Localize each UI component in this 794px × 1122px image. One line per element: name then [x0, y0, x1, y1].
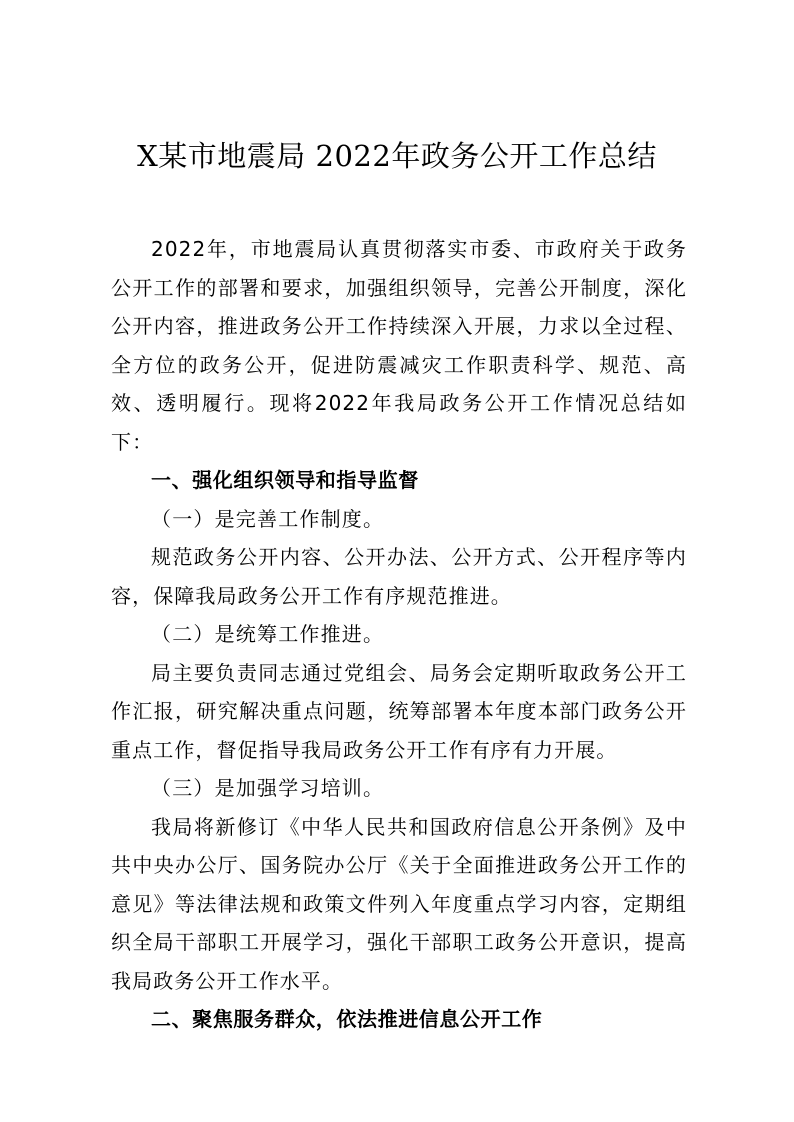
subsection-2-heading: （二）是统筹工作推进。	[151, 622, 385, 646]
document-body	[111, 230, 687, 1039]
subsection-2-paragraph: 局主要负责同志通过党组会、局务会定期听取政务公开工作汇报，研究解决重点问题，统筹部署本年度本部门政务公开重点工作，督促指导我局政务公开工作有序有力开展。	[111, 660, 687, 762]
subsection-3-heading: （三）是加强学习培训。	[151, 776, 385, 800]
section-1-heading: 一、强化组织领导和指导监督	[151, 468, 419, 492]
section-2-heading: 二、聚焦服务群众，依法推进信息公开工作	[151, 1007, 543, 1031]
intro-paragraph: 2022年，市地震局认真贯彻落实市委、市政府关于政务公开工作的部署和要求，加强组织领导，完善公开制度，深化公开内容，推进政务公开工作持续深入开展，力求以全过程、全方位的政务公开，促进防震减灾工作职责科学、规范、高效、透明履行。现将2022年我局政务公开工作情况总结如下：	[111, 237, 687, 454]
subsection-1-paragraph: 规范政务公开内容、公开办法、公开方式、公开程序等内容，保障我局政务公开工作有序规范推进。	[111, 545, 687, 608]
subsection-1-heading: （一）是完善工作制度。	[151, 506, 385, 531]
subsection-3-paragraph: 我局将新修订《中华人民共和国政府信息公开条例》及中共中央办公厅、国务院办公厅《关于全面推进政务公开工作的意见》等法律法规和政策文件列入年度重点学习内容，定期组织全局干部职工开展学习，强化干部职工政务公开意识，提高我局政务公开工作水平。	[111, 814, 687, 993]
document-title: X某市地震局 2022年政务公开工作总结	[137, 139, 657, 173]
